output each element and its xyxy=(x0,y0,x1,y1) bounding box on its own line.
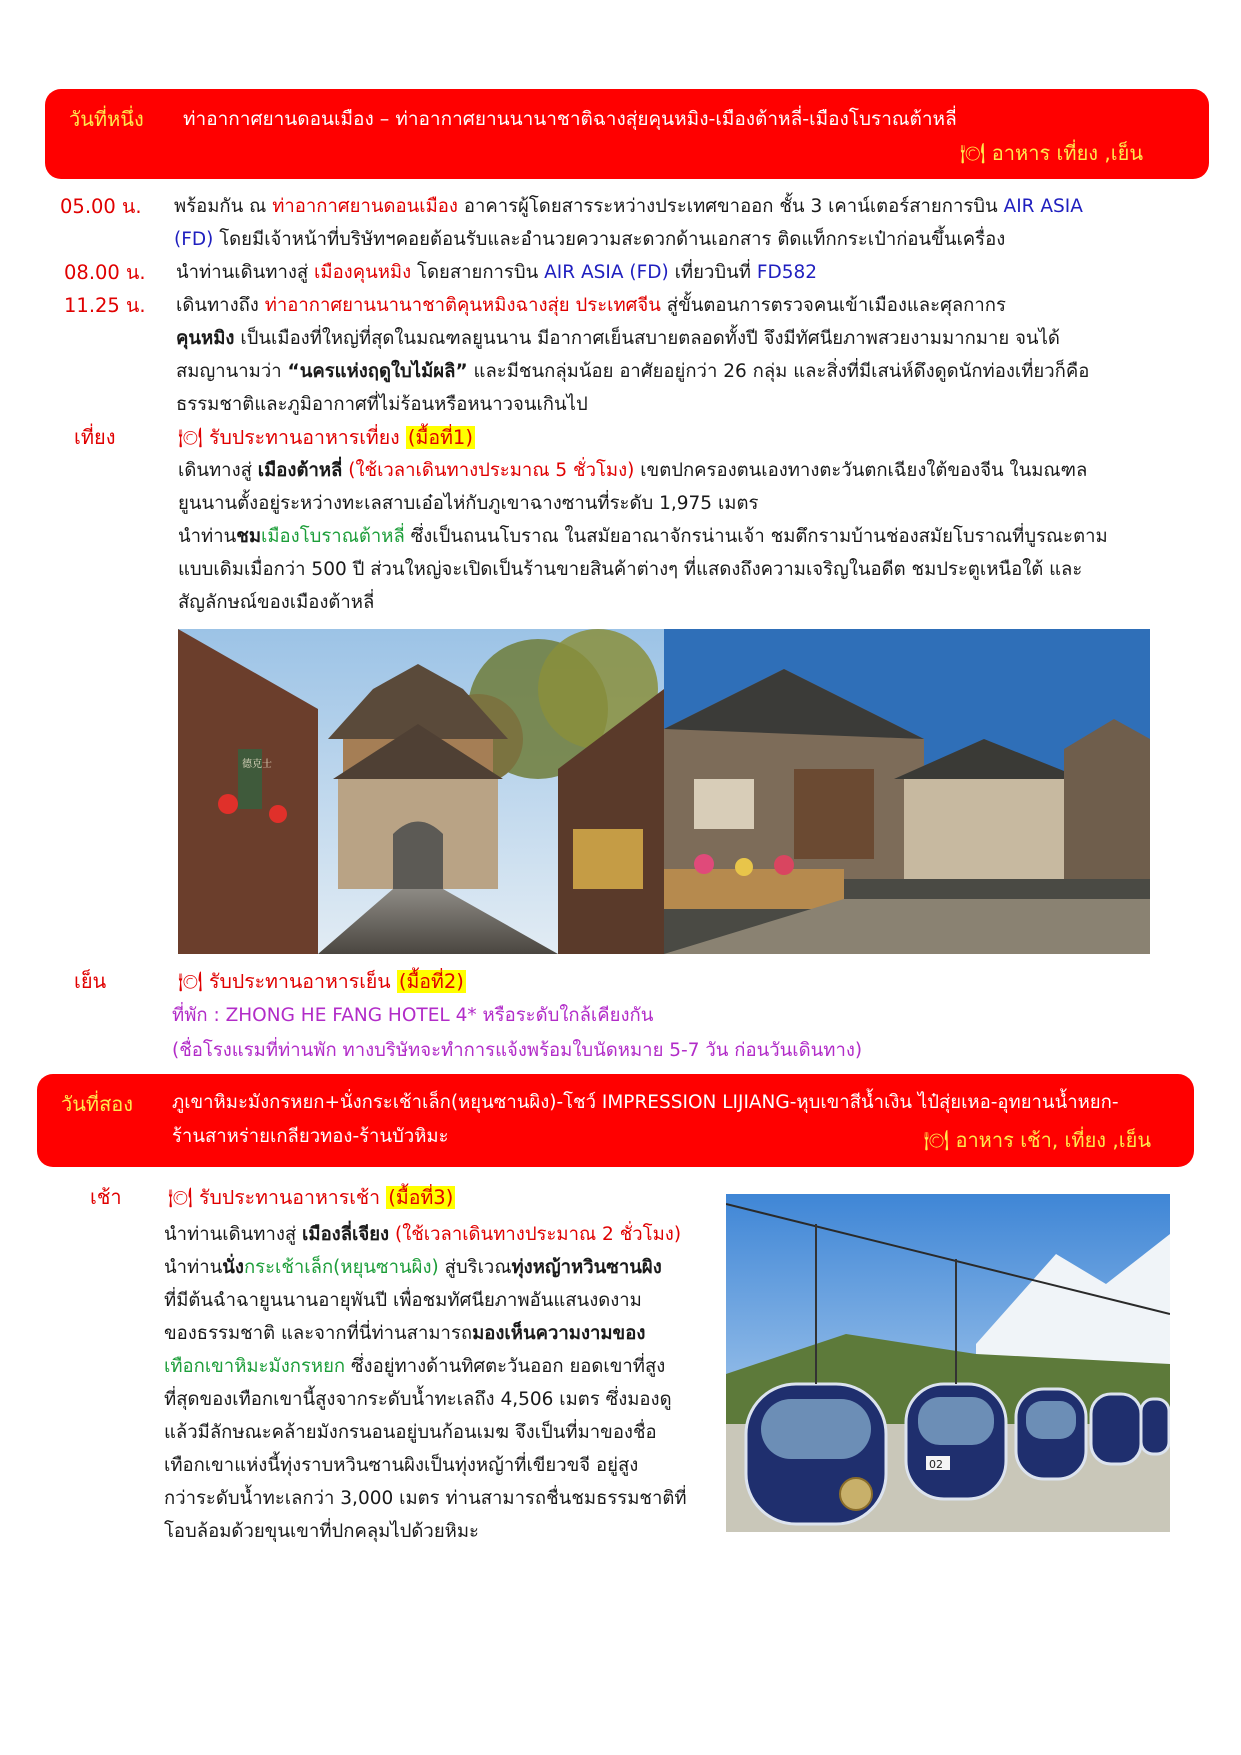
day1-label: วันที่หนึ่ง xyxy=(69,107,144,131)
day2-title-line1: ภูเขาหิมะมังกรหยก+นั่งกระเช้าเล็ก(หยุนซานผิง)-โชว์ IMPRESSION LIJIANG-หุบเขาสีน้ำเงิน ไป๋สุ่ยเหอ-อุทยานน้ำหยก- xyxy=(172,1092,1119,1113)
text: ซึ่งเป็นถนนโบราณ ในสมัยอาณาจักรน่านเจ้า ชมตึกรามบ้านช่องสมัยโบราณที่บูรณะตาม xyxy=(404,526,1108,547)
day1-meals xyxy=(960,137,1143,169)
lijiang-line4 xyxy=(164,1317,645,1350)
breakfast-line xyxy=(168,1181,455,1214)
text: โดยมีเจ้าหน้าที่บริษัทฯคอยต้อนรับและอำนวยความสะดวกด้านเอกสาร ติดแท็กกระเป๋าก่อนขึ้นเครื่อง xyxy=(213,229,1006,250)
dali-old-town: เมืองโบราณต้าหลี่ xyxy=(261,526,405,547)
small-cable-car: กระเช้าเล็ก(หยุนซานผิง) xyxy=(243,1257,439,1278)
breakfast-label: เช้า xyxy=(90,1185,122,1209)
meal-icon: 🍽 xyxy=(960,141,986,165)
airline-name: AIR ASIA (FD) xyxy=(544,262,669,283)
hotel-line: ที่พัก : ZHONG HE FANG HOTEL 4* หรือระดับใกล้เคียงกัน xyxy=(172,1005,654,1026)
lijiang-line5 xyxy=(164,1350,665,1383)
lijiang-line10: โอบล้อมด้วยขุนเขาที่ปกคลุมไปด้วยหิมะ xyxy=(164,1521,479,1542)
cable-car-number: 02 xyxy=(929,1458,943,1471)
lijiang-city: เมืองลี่เจียง xyxy=(302,1224,390,1245)
day2-meals-text: อาหาร เช้า, เที่ยง ,เย็น xyxy=(955,1128,1151,1152)
dinner-label: เย็น xyxy=(74,969,107,993)
text: ชม xyxy=(236,526,262,547)
don-mueang-airport: ท่าอากาศยานดอนเมือง xyxy=(272,196,458,217)
item-1125 xyxy=(176,289,1006,322)
kunming-airport: ท่าอากาศยานนานาชาติคุนหมิงฉางสุ่ย ประเทศจีน xyxy=(264,295,661,316)
meal-icon: 🍽 xyxy=(178,970,203,993)
day1-title: ท่าอากาศยานดอนเมือง – ท่าอากาศยานนานาชาติฉางสุ่ยคุนหมิง-เมืองต้าหลี่-เมืองโบราณต้าหลี่ xyxy=(183,108,957,130)
text: สมญานามว่า xyxy=(176,361,288,382)
kunming-bold: คุนหมิง xyxy=(176,328,235,349)
time-1125: 11.25 น. xyxy=(64,294,146,317)
dali-city: เมืองต้าหลี่ xyxy=(257,460,343,481)
day2-label: วันที่สอง xyxy=(61,1092,134,1116)
meal-number: (มื้อที่1) xyxy=(407,426,473,449)
meal-icon: 🍽 xyxy=(168,1186,193,1209)
meal-icon: 🍽 xyxy=(178,426,203,449)
lijiang-line7: แล้วมีลักษณะคล้ายมังกรนอนอยู่บนก้อนเมฆ จึงเป็นที่มาของชื่อ xyxy=(164,1422,657,1443)
text: มองเห็นความงามของ xyxy=(472,1323,646,1344)
item-0500-line2 xyxy=(174,223,1005,256)
day2-meals xyxy=(924,1124,1151,1156)
text: เดินทางสู่ xyxy=(178,460,258,481)
text: เป็นเมืองที่ใหญ่ที่สุดในมณฑลยูนนาน มีอากาศเย็นสบายตลอดทั้งปี จึงมีทัศนียภาพสวยงามมากมาย จนได้ xyxy=(234,328,1060,349)
airline-name: AIR ASIA xyxy=(1003,196,1083,217)
text: สู่ขั้นตอนการตรวจคนเข้าเมืองและศุลกากร xyxy=(660,295,1006,316)
text: เที่ยวบินที่ xyxy=(668,262,757,283)
time-0800: 08.00 น. xyxy=(64,261,146,284)
dinner-text: รับประทานอาหารเย็น xyxy=(208,970,397,993)
hotel-note: (ชื่อโรงแรมที่ท่านพัก ทางบริษัทจะทำการแจ้งพร้อมใบนัดหมาย 5-7 วัน ก่อนวันเดินทาง) xyxy=(172,1040,863,1061)
item-0500-line1 xyxy=(174,190,1083,223)
day2-title-line2: ร้านสาหร่ายเกลียวทอง-ร้านบัวหิมะ xyxy=(172,1126,449,1147)
text: นำท่าน xyxy=(164,1257,223,1278)
text: ซึ่งอยู่ทางด้านทิศตะวันออก ยอดเขาที่สูง xyxy=(345,1356,666,1377)
day2-banner xyxy=(37,1074,1194,1167)
dali-street-photo xyxy=(664,629,1150,954)
breakfast-text: รับประทานอาหารเช้า xyxy=(198,1186,387,1209)
text: พร้อมกัน ณ xyxy=(174,196,273,217)
lunch-text: รับประทานอาหารเที่ยง xyxy=(208,426,406,449)
text: เขตปกครองตนเองทางตะวันตกเฉียงใต้ของจีน ในมณฑล xyxy=(634,460,1088,481)
lijiang-line9: กว่าระดับน้ำทะเลกว่า 3,000 เมตร ท่านสามารถชื่นชมธรรมชาติที่ xyxy=(164,1488,687,1509)
meal-number: (มื้อที่3) xyxy=(388,1186,454,1209)
shop-sign: 德克士 xyxy=(242,759,272,770)
lijiang-line6: ที่สุดของเทือกเขานี้สูงจากระดับน้ำทะเลถึง 4,506 เมตร ซึ่งมองดู xyxy=(164,1389,672,1410)
airline-code: (FD) xyxy=(174,229,214,250)
text: สู่บริเวณ xyxy=(438,1257,512,1278)
dali-gate-photo xyxy=(178,629,664,954)
jade-dragon-mountain: เทือกเขาหิมะมังกรหยก xyxy=(164,1356,346,1377)
lunch-label: เที่ยง xyxy=(74,425,116,449)
text: นำท่าน xyxy=(178,526,237,547)
time-0500: 05.00 น. xyxy=(60,195,142,218)
day1-meals-text: อาหาร เที่ยง ,เย็น xyxy=(991,141,1143,165)
dali-line1 xyxy=(178,454,1087,487)
text: นำท่านเดินทางสู่ xyxy=(164,1224,303,1245)
item-0800 xyxy=(176,256,817,289)
travel-time: (ใช้เวลาเดินทางประมาณ 2 ชั่วโมง) xyxy=(389,1224,682,1245)
kunming-line1 xyxy=(176,322,1060,355)
lijiang-line1 xyxy=(164,1218,681,1251)
flight-number: FD582 xyxy=(756,262,818,283)
text: เดินทางถึง xyxy=(176,295,265,316)
kunming-line2 xyxy=(176,355,1089,388)
dali-line2: ยูนนานตั้งอยู่ระหว่างทะเลสาบเอ๋อไห่กับภูเขาฉางซานที่ระดับ 1,975 เมตร xyxy=(178,493,759,514)
travel-time: (ใช้เวลาเดินทางประมาณ 5 ชั่วโมง) xyxy=(342,460,635,481)
text: อาคารผู้โดยสารระหว่างประเทศขาออก ชั้น 3 เคาน์เตอร์สายการบิน xyxy=(457,196,1004,217)
dali-line5: สัญลักษณ์ของเมืองต้าหลี่ xyxy=(178,592,375,613)
kunming-city: เมืองคุนหมิง xyxy=(314,262,412,283)
meal-number: (มื้อที่2) xyxy=(398,970,464,993)
text: ของธรรมชาติ และจากที่นี่ท่านสามารถ xyxy=(164,1323,473,1344)
text: นั่ง xyxy=(222,1257,244,1278)
text: โดยสายการบิน xyxy=(411,262,545,283)
lijiang-line8: เทือกเขาแห่งนี้ทุ่งราบหวินซานผิงเป็นทุ่งหญ้าที่เขียวขจี อยู่สูง xyxy=(164,1455,639,1476)
day1-banner xyxy=(45,89,1209,179)
dinner-line xyxy=(178,965,466,998)
cable-car-photo xyxy=(726,1194,1170,1532)
spring-city: “นครแห่งฤดูใบไม้ผลิ” xyxy=(287,361,468,382)
meal-icon: 🍽 xyxy=(923,1128,950,1152)
text: นำท่านเดินทางสู่ xyxy=(176,262,315,283)
kunming-line3: ธรรมชาติและภูมิอากาศที่ไม่ร้อนหรือหนาวจนเกินไป xyxy=(176,394,588,415)
lunch-line xyxy=(178,421,475,454)
dali-line3 xyxy=(178,520,1108,553)
text: และมีชนกลุ่มน้อย อาศัยอยู่กว่า 26 กลุ่ม และสิ่งที่มีเสน่ห์ดึงดูดนักท่องเที่ยวก็คือ xyxy=(467,361,1090,382)
lijiang-line2 xyxy=(164,1251,662,1284)
lijiang-line3: ที่มีต้นฉำฉายูนนานอายุพันปี เพื่อชมทัศนียภาพอันแสนงดงาม xyxy=(164,1290,642,1311)
dali-line4: แบบเดิมเมื่อกว่า 500 ปี ส่วนใหญ่จะเปิดเป็นร้านขายสินค้าต่างๆ ที่แสดงถึงความเจริญในอดีต ชมประตูเหนือใต้ และ xyxy=(178,559,1083,580)
yunshanping-meadow: ทุ่งหญ้าหวินซานผิง xyxy=(511,1257,662,1278)
